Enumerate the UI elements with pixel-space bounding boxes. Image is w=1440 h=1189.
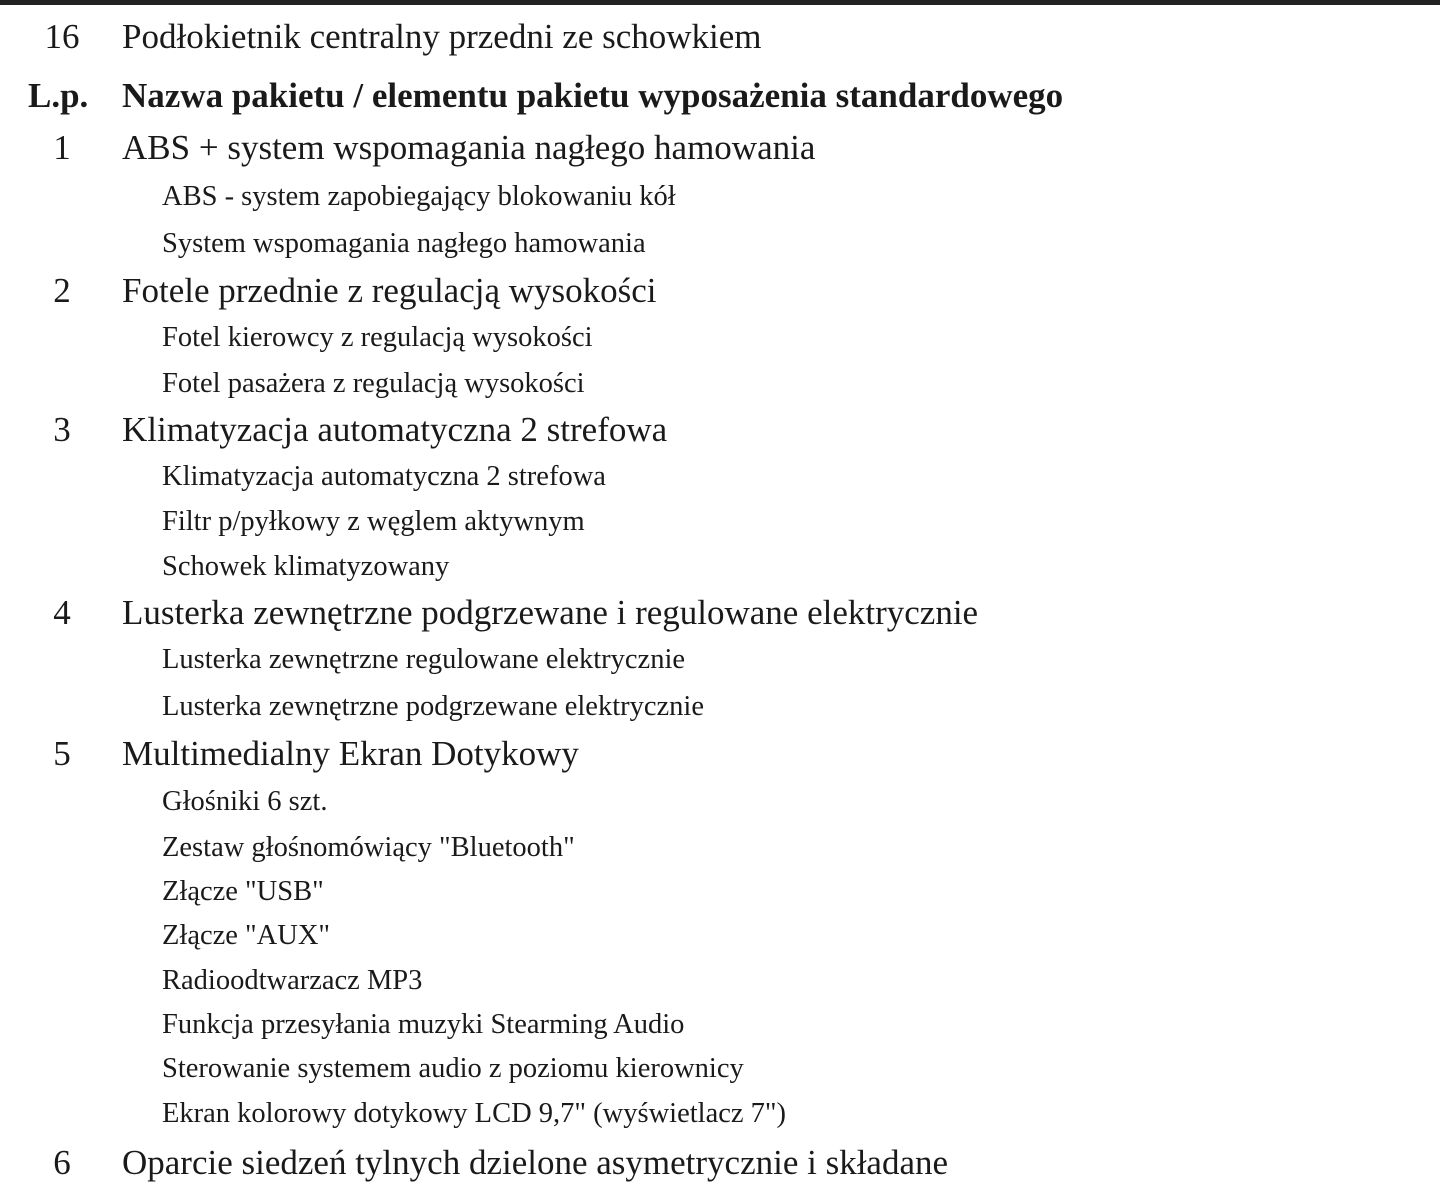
package-element-row <box>0 870 1440 914</box>
package-name: Klimatyzacja automatyczna 2 strefowa <box>122 410 668 449</box>
row-number: 1 <box>53 128 71 168</box>
package-element-name: Schowek klimatyzowany <box>162 550 450 582</box>
package-element-row <box>0 1091 1440 1137</box>
package-element-name: Sterowanie systemem audio z poziomu kierownicy <box>162 1053 744 1085</box>
package-row <box>0 124 1440 173</box>
package-row <box>0 5 1440 69</box>
package-element-name: Lusterka zewnętrzne podgrzewane elektrycznie <box>162 690 704 722</box>
package-element-row <box>0 684 1440 730</box>
package-row <box>0 730 1440 779</box>
package-element-name: Klimatyzacja automatyczna 2 strefowa <box>162 461 606 493</box>
package-name: Multimedialny Ekran Dotykowy <box>122 733 579 773</box>
package-element-name: Ekran kolorowy dotykowy LCD 9,7" (wyświetlacz 7") <box>162 1098 787 1130</box>
column-header-name: Nazwa pakietu / elementu pakietu wyposażenia standardowego <box>122 75 1064 115</box>
row-number: 3 <box>53 410 71 449</box>
package-element-row <box>0 1003 1440 1047</box>
package-name: ABS + system wspomagania nagłego hamowania <box>122 128 816 168</box>
package-element-name: Lusterka zewnętrzne regulowane elektrycznie <box>162 644 686 676</box>
package-element-name: Funkcja przesyłania muzyki Stearming Audio <box>162 1009 685 1041</box>
row-number: 6 <box>53 1142 71 1182</box>
package-element-row <box>0 500 1440 544</box>
package-row <box>0 589 1440 637</box>
package-element-name: Głośniki 6 szt. <box>162 786 328 818</box>
package-element-row <box>0 826 1440 870</box>
package-element-name: Złącze "USB" <box>162 875 324 907</box>
package-element-name: Fotel kierowcy z regulacją wysokości <box>162 322 593 354</box>
package-element-row <box>0 778 1440 826</box>
package-element-name: Zestaw głośnomówiący "Bluetooth" <box>162 831 575 863</box>
package-element-row <box>0 637 1440 684</box>
package-name: Oparcie siedzeń tylnych dzielone asymetrycznie i składane <box>122 1142 949 1182</box>
package-element-row <box>0 959 1440 1004</box>
package-name: Podłokietnik centralny przedni ze schowkiem <box>122 16 762 56</box>
column-header-lp: L.p. <box>28 75 89 115</box>
row-number: 16 <box>44 16 80 56</box>
package-element-row <box>0 315 1440 362</box>
row-number: 5 <box>53 733 71 773</box>
package-element-name: Złącze "AUX" <box>162 920 331 952</box>
package-row <box>0 267 1440 315</box>
package-element-name: Filtr p/pyłkowy z węglem aktywnym <box>162 506 585 538</box>
package-element-row <box>0 221 1440 268</box>
package-element-row <box>0 1047 1440 1091</box>
package-name: Lusterka zewnętrzne podgrzewane i regulowane elektrycznie <box>122 592 979 632</box>
package-row <box>0 407 1440 455</box>
package-element-row <box>0 173 1440 221</box>
package-element-name: System wspomagania nagłego hamowania <box>162 228 646 260</box>
package-element-name: ABS - system zapobiegający blokowaniu kół <box>162 181 676 213</box>
package-row <box>0 1137 1440 1189</box>
package-name: Fotele przednie z regulacją wysokości <box>122 270 657 310</box>
equipment-list <box>0 5 1440 1189</box>
package-element-row <box>0 361 1440 407</box>
row-number: 2 <box>53 270 71 310</box>
package-element-row <box>0 544 1440 589</box>
table-header-row <box>0 68 1440 124</box>
package-element-name: Radioodtwarzacz MP3 <box>162 965 423 997</box>
row-number: 4 <box>53 592 71 632</box>
package-element-row <box>0 454 1440 500</box>
package-element-row <box>0 914 1440 959</box>
package-element-name: Fotel pasażera z regulacją wysokości <box>162 368 585 400</box>
